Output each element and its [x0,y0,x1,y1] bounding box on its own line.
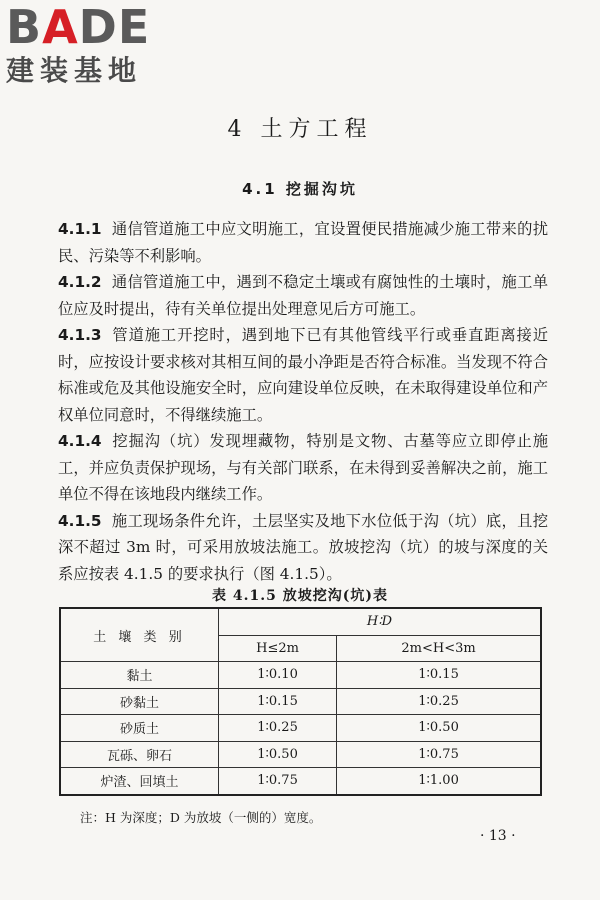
soil-cell: 黏土 [60,662,219,689]
soil-cell: 瓦砾、卵石 [60,741,219,768]
clause-4-1-2: 4.1.2 通信管道施工中，遇到不稳定土壤或有腐蚀性的土壤时，施工单位应及时提出，待有关单位提出处理意见后方可施工。 [58,273,548,318]
page-number: · 13 · [480,828,516,844]
table-row [60,715,541,742]
table-row [60,768,541,795]
brand-logo [6,0,176,88]
logo-wordmark: BADE [6,0,151,54]
ratio-cell: 1∶0.25 [219,715,337,742]
clause-4-1-3: 4.1.3 管道施工开挖时，遇到地下已有其他管线平行或垂直距离接近时，应按设计要求核对其相互间的最小净距是否符合标准。当发现不符合标准或危及其他设施安全时，应向建设单位反映，在未取得建设单位和产权单位同意时，不得继续施工。 [58,326,548,424]
ratio-cell: 1∶0.10 [219,662,337,689]
clause-4-1-5: 4.1.5 施工现场条件允许，土层坚实及地下水位低于沟（坑）底，且挖深不超过 3m 时，可采用放坡法施工。放坡挖沟（坑）的坡与深度的关系应按表 4.1.5 的要求执行（图 4.1.5）。 [58,511,548,583]
table-row [60,688,541,715]
ratio-cell: 1∶0.75 [337,741,541,768]
section-title: 4.1 挖掘沟坑 [242,180,358,198]
soil-cell: 砂黏土 [60,688,219,715]
ratio-cell: 1∶0.50 [219,741,337,768]
header-ratio: H∶D [219,608,542,635]
soil-cell: 炉渣、回填土 [60,768,219,795]
soil-cell: 砂质土 [60,715,219,742]
table-note: 注：H 为深度；D 为放坡（一侧的）宽度。 [80,810,322,825]
clause-4-1-4: 4.1.4 挖掘沟（坑）发现埋藏物，特别是文物、古墓等应立即停止施工，并应负责保护现场，与有关部门联系，在未得到妥善解决之前，施工单位不得在该地段内继续工作。 [58,432,548,503]
slope-table [59,607,542,796]
chapter-title: 4 土方工程 [227,117,373,142]
logo-subtitle: 建装基地 [6,54,143,87]
ratio-cell: 1∶0.15 [219,688,337,715]
header-depth-1: H≤2m [219,635,337,662]
table-caption: 表 4.1.5 放坡挖沟(坑)表 [212,588,388,604]
table-row [60,741,541,768]
body-text [58,216,548,587]
header-depth-2: 2m<H<3m [337,635,541,662]
ratio-cell: 1∶0.50 [337,715,541,742]
header-soil-type: 土 壤 类 别 [60,608,219,662]
table-row [60,662,541,689]
ratio-cell: 1∶1.00 [337,768,541,795]
ratio-cell: 1∶0.15 [337,662,541,689]
clause-4-1-1: 4.1.1 通信管道施工中应文明施工，宜设置便民措施减少施工带来的扰民、污染等不利影响。 [58,220,548,265]
ratio-cell: 1∶0.25 [337,688,541,715]
ratio-cell: 1∶0.75 [219,768,337,795]
